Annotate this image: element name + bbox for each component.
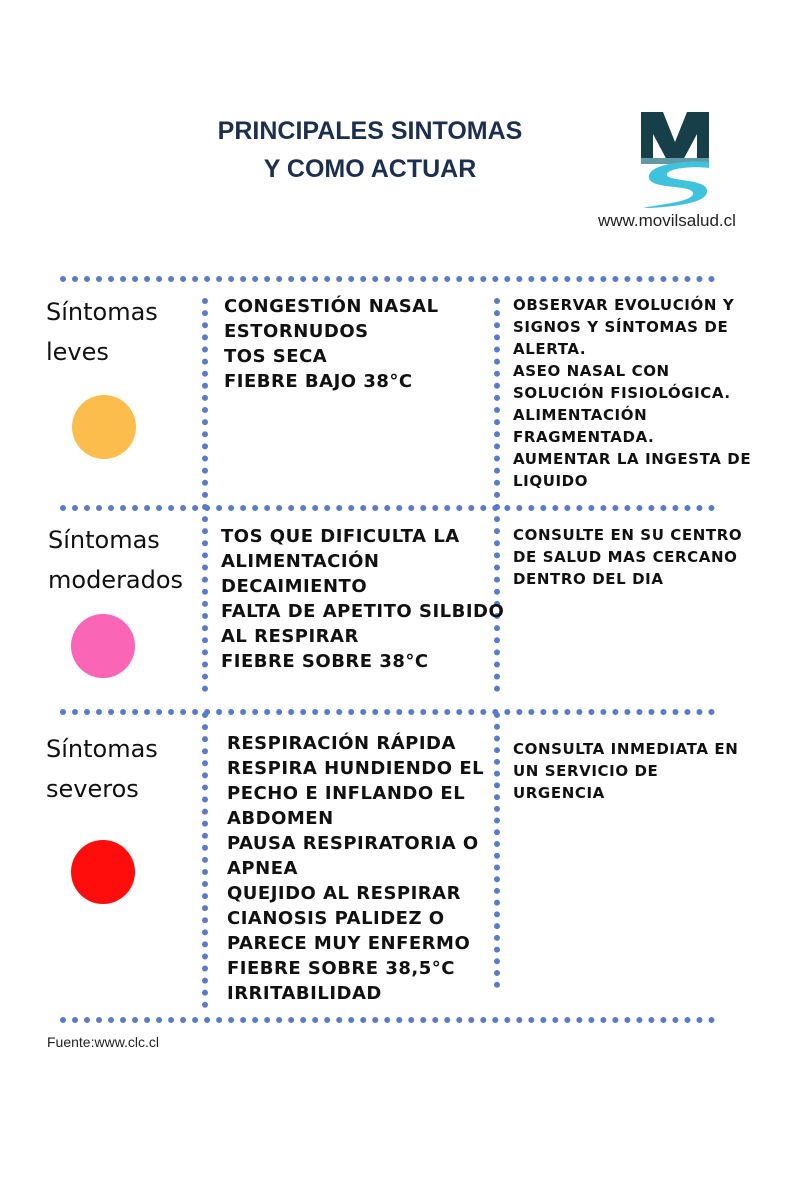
page-title xyxy=(160,112,580,188)
category-moderate: Síntomas moderados xyxy=(48,526,184,594)
website-url: www.movilsalud.cl xyxy=(598,211,736,230)
column-divider-1-upper xyxy=(202,298,208,692)
symptoms-mild: CONGESTIÓN NASAL ESTORNUDOS TOS SECA FIEBRE BAJO 38°C xyxy=(224,296,439,392)
title-line-2: Y COMO ACTUAR xyxy=(263,155,477,183)
column-divider-1-lower xyxy=(202,712,208,1008)
divider-top xyxy=(60,276,715,282)
divider-row-1 xyxy=(60,505,715,511)
actions-moderate: CONSULTE EN SU CENTRO DE SALUD MAS CERCANO DENTRO DEL DIA xyxy=(513,526,743,588)
column-divider-2-lower xyxy=(494,712,500,988)
divider-row-2 xyxy=(60,709,715,715)
severity-dot-moderate xyxy=(71,614,135,678)
divider-bottom xyxy=(60,1017,715,1023)
severity-dot-severe xyxy=(71,840,135,904)
category-mild: Síntomas leves xyxy=(46,298,158,366)
severity-dot-mild xyxy=(72,395,136,459)
actions-severe: CONSULTA INMEDIATA EN UN SERVICIO DE URGENCIA xyxy=(513,740,739,802)
source-note: Fuente:www.clc.cl xyxy=(47,1034,160,1050)
movilsalud-logo-icon xyxy=(641,112,709,208)
category-severe: Síntomas severos xyxy=(46,735,158,803)
actions-mild: OBSERVAR EVOLUCIÓN Y SIGNOS Y SÍNTOMAS DE ALERTA. ASEO NASAL CON SOLUCIÓN FISIOLÓGICA. ALIMENTACIÓN FRAGMENTADA. AUMENTAR LA INGESTA DE LIQUIDO xyxy=(513,296,752,490)
title-line-1: PRINCIPALES SINTOMAS xyxy=(217,117,523,145)
symptoms-moderate: TOS QUE DIFICULTA LA ALIMENTACIÓN DECAIMIENTO FALTA DE APETITO SILBIDO AL RESPIRAR FIEBRE SOBRE 38°C xyxy=(221,526,505,672)
symptoms-severe: RESPIRACIÓN RÁPIDA RESPIRA HUNDIENDO EL PECHO E INFLANDO EL ABDOMEN PAUSA RESPIRATORIA O APNEA QUEJIDO AL RESPIRAR CIANOSIS PALIDEZ O PARECE MUY ENFERMO FIEBRE SOBRE 38,5°C IRRITABILIDAD xyxy=(227,733,485,1004)
